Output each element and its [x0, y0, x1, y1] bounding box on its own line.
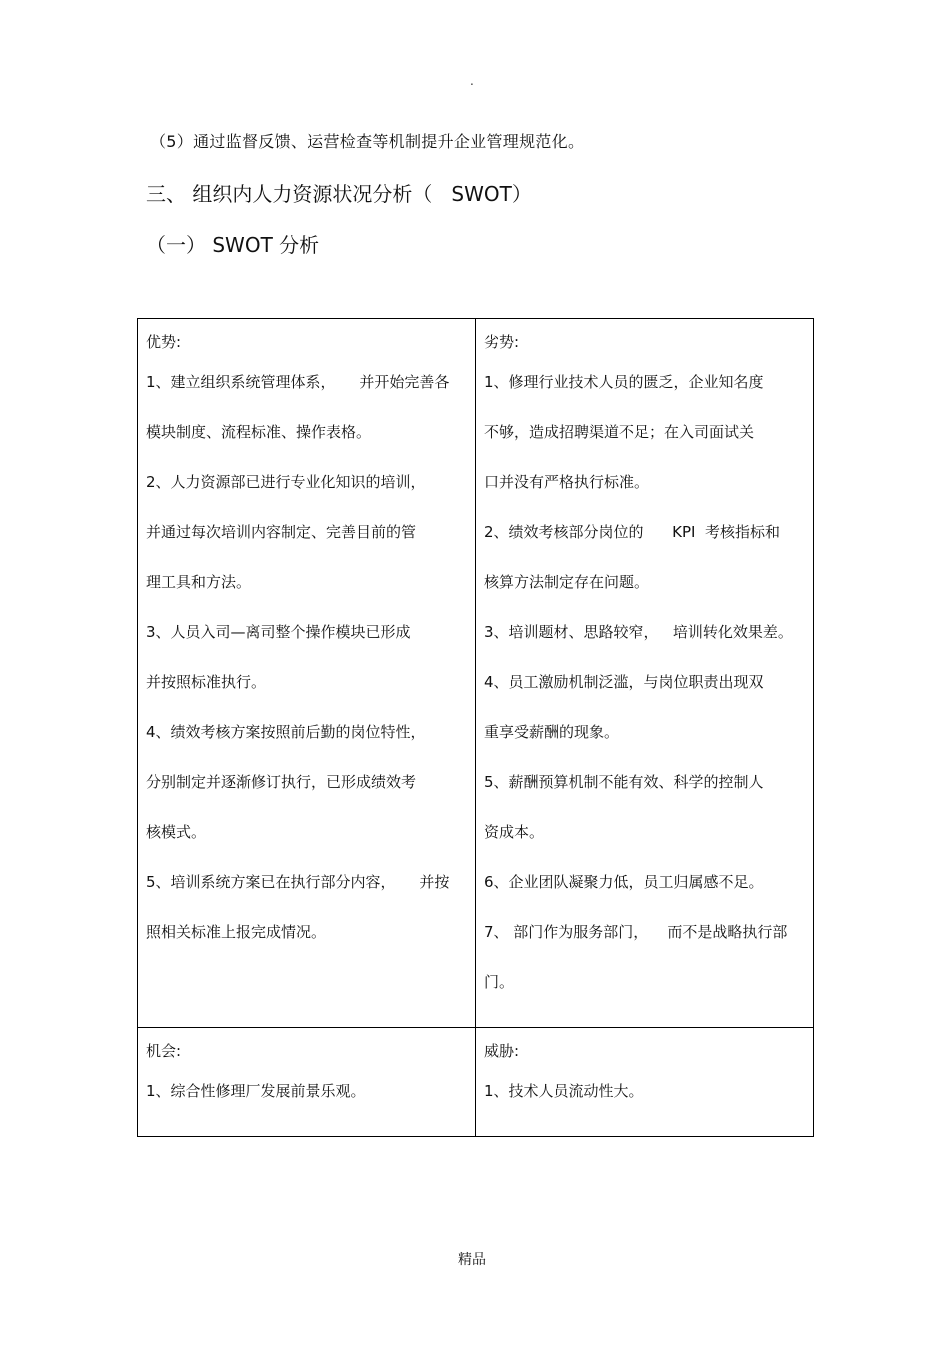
strengths-line: 1、建立组织系统管理体系， 并开始完善各 [146, 373, 450, 391]
strengths-line: 并通过每次培训内容制定、完善目前的管 [146, 523, 417, 541]
strengths-line: 照相关标准上报完成情况。 [146, 923, 327, 941]
weaknesses-line: 重享受薪酬的现象。 [484, 723, 620, 741]
strengths-heading: 优势: [146, 333, 182, 351]
opportunities-line: 1、综合性修理厂发展前景乐观。 [146, 1082, 366, 1100]
weaknesses-line: 核算方法制定存在问题。 [484, 573, 650, 591]
threats-line: 1、技术人员流动性大。 [484, 1082, 644, 1100]
swot-table [137, 318, 814, 1137]
strengths-line: 3、人员入司—离司整个操作模块已形成 [146, 623, 411, 641]
strengths-line: 分别制定并逐渐修订执行，已形成绩效考 [146, 773, 417, 791]
opportunities-cell [138, 1028, 476, 1137]
subsection-title: （一） SWOT 分析 [146, 233, 320, 257]
weaknesses-line: 口并没有严格执行标准。 [484, 473, 650, 491]
weaknesses-line: 3、培训题材、思路较窄， 培训转化效果差。 [484, 623, 793, 641]
weaknesses-line: 1、修理行业技术人员的匮乏，企业知名度 [484, 373, 764, 391]
weaknesses-line: 4、员工激励机制泛滥，与岗位职责出现双 [484, 673, 764, 691]
strengths-line: 并按照标准执行。 [146, 673, 267, 691]
footer-label: 精品 [458, 1252, 486, 1268]
threats-heading: 威胁: [484, 1042, 520, 1060]
strengths-cell [138, 319, 476, 1028]
weaknesses-line: 2、绩效考核部分岗位的 KPI 考核指标和 [484, 523, 780, 541]
strengths-line: 2、人力资源部已进行专业化知识的培训， [146, 473, 426, 491]
weaknesses-line: 资成本。 [484, 823, 545, 841]
strengths-line: 核模式。 [146, 823, 207, 841]
strengths-line: 模块制度、流程标准、操作表格。 [146, 423, 372, 441]
weaknesses-line: 7、 部门作为服务部门， 而不是战略执行部 [484, 923, 788, 941]
weaknesses-line: 不够，造成招聘渠道不足；在入司面试关 [484, 423, 755, 441]
threats-cell [476, 1028, 814, 1137]
weaknesses-line: 门。 [484, 973, 515, 991]
opportunities-heading: 机会: [146, 1042, 182, 1060]
weaknesses-cell [476, 319, 814, 1028]
strengths-line: 5、培训系统方案已在执行部分内容， 并按 [146, 873, 450, 891]
weaknesses-line: 5、薪酬预算机制不能有效、科学的控制人 [484, 773, 764, 791]
weaknesses-heading: 劣势: [484, 333, 520, 351]
section-title: 三、 组织内人力资源状况分析（ SWOT） [146, 182, 532, 206]
header-dot: . [470, 74, 474, 88]
strengths-line: 4、绩效考核方案按照前后勤的岗位特性， [146, 723, 426, 741]
paragraph-item-5: （5）通过监督反馈、运营检查等机制提升企业管理规范化。 [150, 132, 585, 151]
weaknesses-line: 6、企业团队凝聚力低，员工归属感不足。 [484, 873, 764, 891]
strengths-line: 理工具和方法。 [146, 573, 252, 591]
